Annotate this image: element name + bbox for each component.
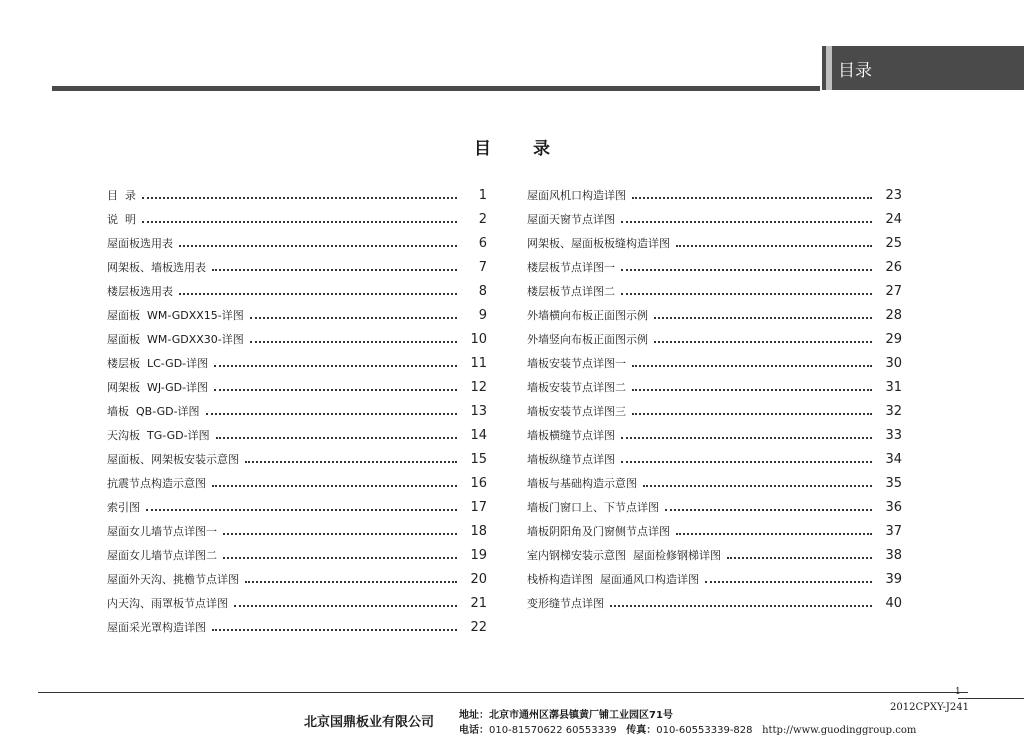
page-number: 1 [955, 687, 961, 697]
toc-leader-dots [643, 481, 872, 487]
toc-entry-label: 天沟板 TG-GD-详图 [107, 429, 210, 442]
toc-entry [527, 255, 902, 279]
toc-entry-label: 屋面风机口构造详图 [527, 189, 626, 202]
toc-leader-dots [212, 481, 457, 487]
toc-leader-dots [610, 601, 872, 607]
toc-entry [107, 591, 487, 615]
toc-entry-page: 14 [470, 427, 487, 443]
toc-leader-dots [250, 337, 457, 343]
toc-entry [107, 327, 487, 351]
toc-entry-page: 15 [470, 451, 487, 467]
header-rule [52, 86, 820, 91]
toc-right-column [527, 183, 902, 615]
toc-entry [107, 447, 487, 471]
toc-leader-dots [234, 601, 457, 607]
toc-entry-page: 19 [470, 547, 487, 563]
toc-leader-dots [250, 313, 457, 319]
toc-entry-page: 33 [885, 427, 902, 443]
toc-leader-dots [245, 577, 457, 583]
website-link[interactable]: http://www.guodinggroup.com [762, 725, 917, 736]
header-tab-accent [826, 46, 832, 90]
toc-leader-dots [146, 505, 457, 511]
toc-entry-label: 说 明 [107, 213, 136, 226]
toc-entry-page: 28 [885, 307, 902, 323]
contact-line [459, 721, 916, 736]
toc-entry [107, 495, 487, 519]
toc-entry [107, 303, 487, 327]
toc-entry-label: 室内钢梯安装示意图 屋面检修钢梯详图 [527, 549, 721, 562]
toc-entry [527, 399, 902, 423]
toc-entry-label: 屋面板选用表 [107, 237, 173, 250]
toc-entry-page: 29 [885, 331, 902, 347]
toc-entry-label: 墙板安装节点详图二 [527, 381, 626, 394]
toc-leader-dots [206, 409, 457, 415]
toc-entry-page: 32 [885, 403, 902, 419]
toc-leader-dots [142, 217, 457, 223]
toc-entry-page: 10 [470, 331, 487, 347]
footer-rule [38, 692, 968, 693]
toc-leader-dots [676, 529, 872, 535]
toc-entry-label: 屋面外天沟、挑檐节点详图 [107, 573, 239, 586]
toc-entry-label: 内天沟、雨罩板节点详图 [107, 597, 228, 610]
toc-entry-label: 墙板安装节点详图一 [527, 357, 626, 370]
toc-entry-label: 索引图 [107, 501, 140, 514]
toc-entry [527, 495, 902, 519]
toc-entry-label: 抗震节点构造示意图 [107, 477, 206, 490]
toc-leader-dots [212, 625, 457, 631]
toc-entry [107, 351, 487, 375]
toc-entry-label: 变形缝节点详图 [527, 597, 604, 610]
toc-entry [107, 375, 487, 399]
toc-entry [107, 567, 487, 591]
toc-entry-label: 网架板 WJ-GD-详图 [107, 381, 209, 394]
address-label: 地址： [459, 710, 489, 721]
toc-entry [527, 447, 902, 471]
toc-entry-page: 36 [885, 499, 902, 515]
toc-entry-label: 屋面板 WM-GDXX30-详图 [107, 333, 244, 346]
phone-label: 电话： [459, 725, 489, 736]
toc-leader-dots [621, 433, 872, 439]
toc-entry [527, 543, 902, 567]
toc-entry-label: 楼层板节点详图一 [527, 261, 615, 274]
header-tab-title: 目录 [838, 61, 872, 81]
toc-entry-page: 9 [478, 307, 487, 323]
toc-entry-page: 24 [885, 211, 902, 227]
toc-entry-page: 11 [470, 355, 487, 371]
toc-leader-dots [179, 289, 457, 295]
toc-entry [107, 279, 487, 303]
toc-entry-page: 27 [885, 283, 902, 299]
toc-entry [107, 615, 487, 639]
toc-entry-label: 墙板安装节点详图三 [527, 405, 626, 418]
toc-entry [527, 351, 902, 375]
toc-entry-page: 37 [885, 523, 902, 539]
toc-entry [527, 567, 902, 591]
address-value: 北京市通州区漷县镇黄厂铺工业园区71号 [489, 710, 673, 721]
phone-value: 010-81570622 60553339 [489, 725, 617, 736]
toc-entry-page: 7 [478, 259, 487, 275]
fax-value: 010-60553339-828 [656, 725, 753, 736]
toc-entry [107, 519, 487, 543]
toc-entry-page: 17 [470, 499, 487, 515]
toc-leader-dots [179, 241, 457, 247]
toc-entry-label: 屋面女儿墙节点详图一 [107, 525, 217, 538]
toc-entry-page: 2 [478, 211, 487, 227]
toc-entry [107, 183, 487, 207]
toc-entry-label: 屋面板、网架板安装示意图 [107, 453, 239, 466]
document-code: 2012CPXY-J241 [890, 702, 969, 713]
toc-entry-page: 31 [885, 379, 902, 395]
toc-entry-page: 8 [478, 283, 487, 299]
toc-entry-page: 34 [885, 451, 902, 467]
toc-entry-label: 墙板阴阳角及门窗侧节点详图 [527, 525, 670, 538]
toc-entry [527, 303, 902, 327]
toc-leader-dots [621, 289, 872, 295]
toc-entry-label: 楼层板选用表 [107, 285, 173, 298]
toc-entry [107, 207, 487, 231]
toc-entry-label: 楼层板 LC-GD-详图 [107, 357, 209, 370]
toc-leader-dots [665, 505, 872, 511]
toc-entry-label: 墙板横缝节点详图 [527, 429, 615, 442]
toc-leader-dots [214, 385, 457, 391]
toc-entry [107, 255, 487, 279]
address-line [459, 706, 673, 721]
toc-leader-dots [216, 433, 457, 439]
toc-entry [527, 231, 902, 255]
toc-leader-dots [727, 553, 872, 559]
toc-entry [107, 399, 487, 423]
toc-leader-dots [214, 361, 457, 367]
toc-entry [527, 471, 902, 495]
toc-entry-page: 40 [885, 595, 902, 611]
toc-entry-page: 20 [470, 571, 487, 587]
toc-leader-dots [223, 553, 457, 559]
toc-entry-page: 22 [470, 619, 487, 635]
toc-entry-page: 25 [885, 235, 902, 251]
toc-entry-page: 26 [885, 259, 902, 275]
footer-rule-right [958, 698, 1024, 699]
toc-entry [527, 207, 902, 231]
company-name: 北京国鼎板业有限公司 [304, 715, 435, 730]
toc-entry [527, 591, 902, 615]
toc-entry-page: 38 [885, 547, 902, 563]
toc-entry-label: 屋面板 WM-GDXX15-详图 [107, 309, 244, 322]
toc-entry-label: 墙板与基础构造示意图 [527, 477, 637, 490]
toc-left-column [107, 183, 487, 639]
toc-entry-label: 墙板 QB-GD-详图 [107, 405, 200, 418]
toc-entry [527, 375, 902, 399]
fax-label: 传真： [626, 725, 657, 736]
toc-leader-dots [621, 217, 872, 223]
header-tab [822, 46, 1024, 90]
page-title: 目 录 [474, 139, 568, 159]
toc-leader-dots [223, 529, 457, 535]
toc-entry-page: 12 [470, 379, 487, 395]
toc-entry [527, 279, 902, 303]
toc-entry [107, 231, 487, 255]
toc-leader-dots [632, 385, 872, 391]
toc-entry-label: 网架板、屋面板板缝构造详图 [527, 237, 670, 250]
toc-leader-dots [621, 265, 872, 271]
toc-entry-label: 目 录 [107, 189, 136, 202]
toc-entry-label: 外墙竖向布板正面图示例 [527, 333, 648, 346]
toc-entry-page: 1 [478, 187, 487, 203]
toc-entry-page: 13 [470, 403, 487, 419]
toc-entry [107, 471, 487, 495]
toc-entry [527, 327, 902, 351]
toc-entry-page: 6 [478, 235, 487, 251]
toc-entry-label: 栈桥构造详图 屋面通风口构造详图 [527, 573, 699, 586]
toc-entry-page: 21 [470, 595, 487, 611]
toc-entry-page: 18 [470, 523, 487, 539]
toc-entry-label: 楼层板节点详图二 [527, 285, 615, 298]
toc-entry-label: 墙板门窗口上、下节点详图 [527, 501, 659, 514]
toc-leader-dots [621, 457, 872, 463]
toc-entry [107, 543, 487, 567]
toc-entry [527, 183, 902, 207]
toc-entry-page: 39 [885, 571, 902, 587]
toc-leader-dots [142, 193, 457, 199]
toc-leader-dots [245, 457, 457, 463]
toc-entry-page: 30 [885, 355, 902, 371]
toc-leader-dots [654, 313, 872, 319]
toc-leader-dots [705, 577, 872, 583]
toc-entry-page: 23 [885, 187, 902, 203]
toc-entry-label: 外墙横向布板正面图示例 [527, 309, 648, 322]
toc-entry-label: 屋面天窗节点详图 [527, 213, 615, 226]
toc-entry-label: 网架板、墙板选用表 [107, 261, 206, 274]
toc-leader-dots [632, 193, 872, 199]
toc-leader-dots [212, 265, 457, 271]
toc-leader-dots [632, 409, 872, 415]
toc-leader-dots [654, 337, 872, 343]
toc-entry-page: 35 [885, 475, 902, 491]
toc-leader-dots [632, 361, 872, 367]
toc-entry [527, 423, 902, 447]
toc-entry-page: 16 [470, 475, 487, 491]
toc-entry [527, 519, 902, 543]
toc-entry-label: 屋面采光罩构造详图 [107, 621, 206, 634]
toc-entry [107, 423, 487, 447]
toc-entry-label: 墙板纵缝节点详图 [527, 453, 615, 466]
toc-leader-dots [676, 241, 872, 247]
toc-entry-label: 屋面女儿墙节点详图二 [107, 549, 217, 562]
